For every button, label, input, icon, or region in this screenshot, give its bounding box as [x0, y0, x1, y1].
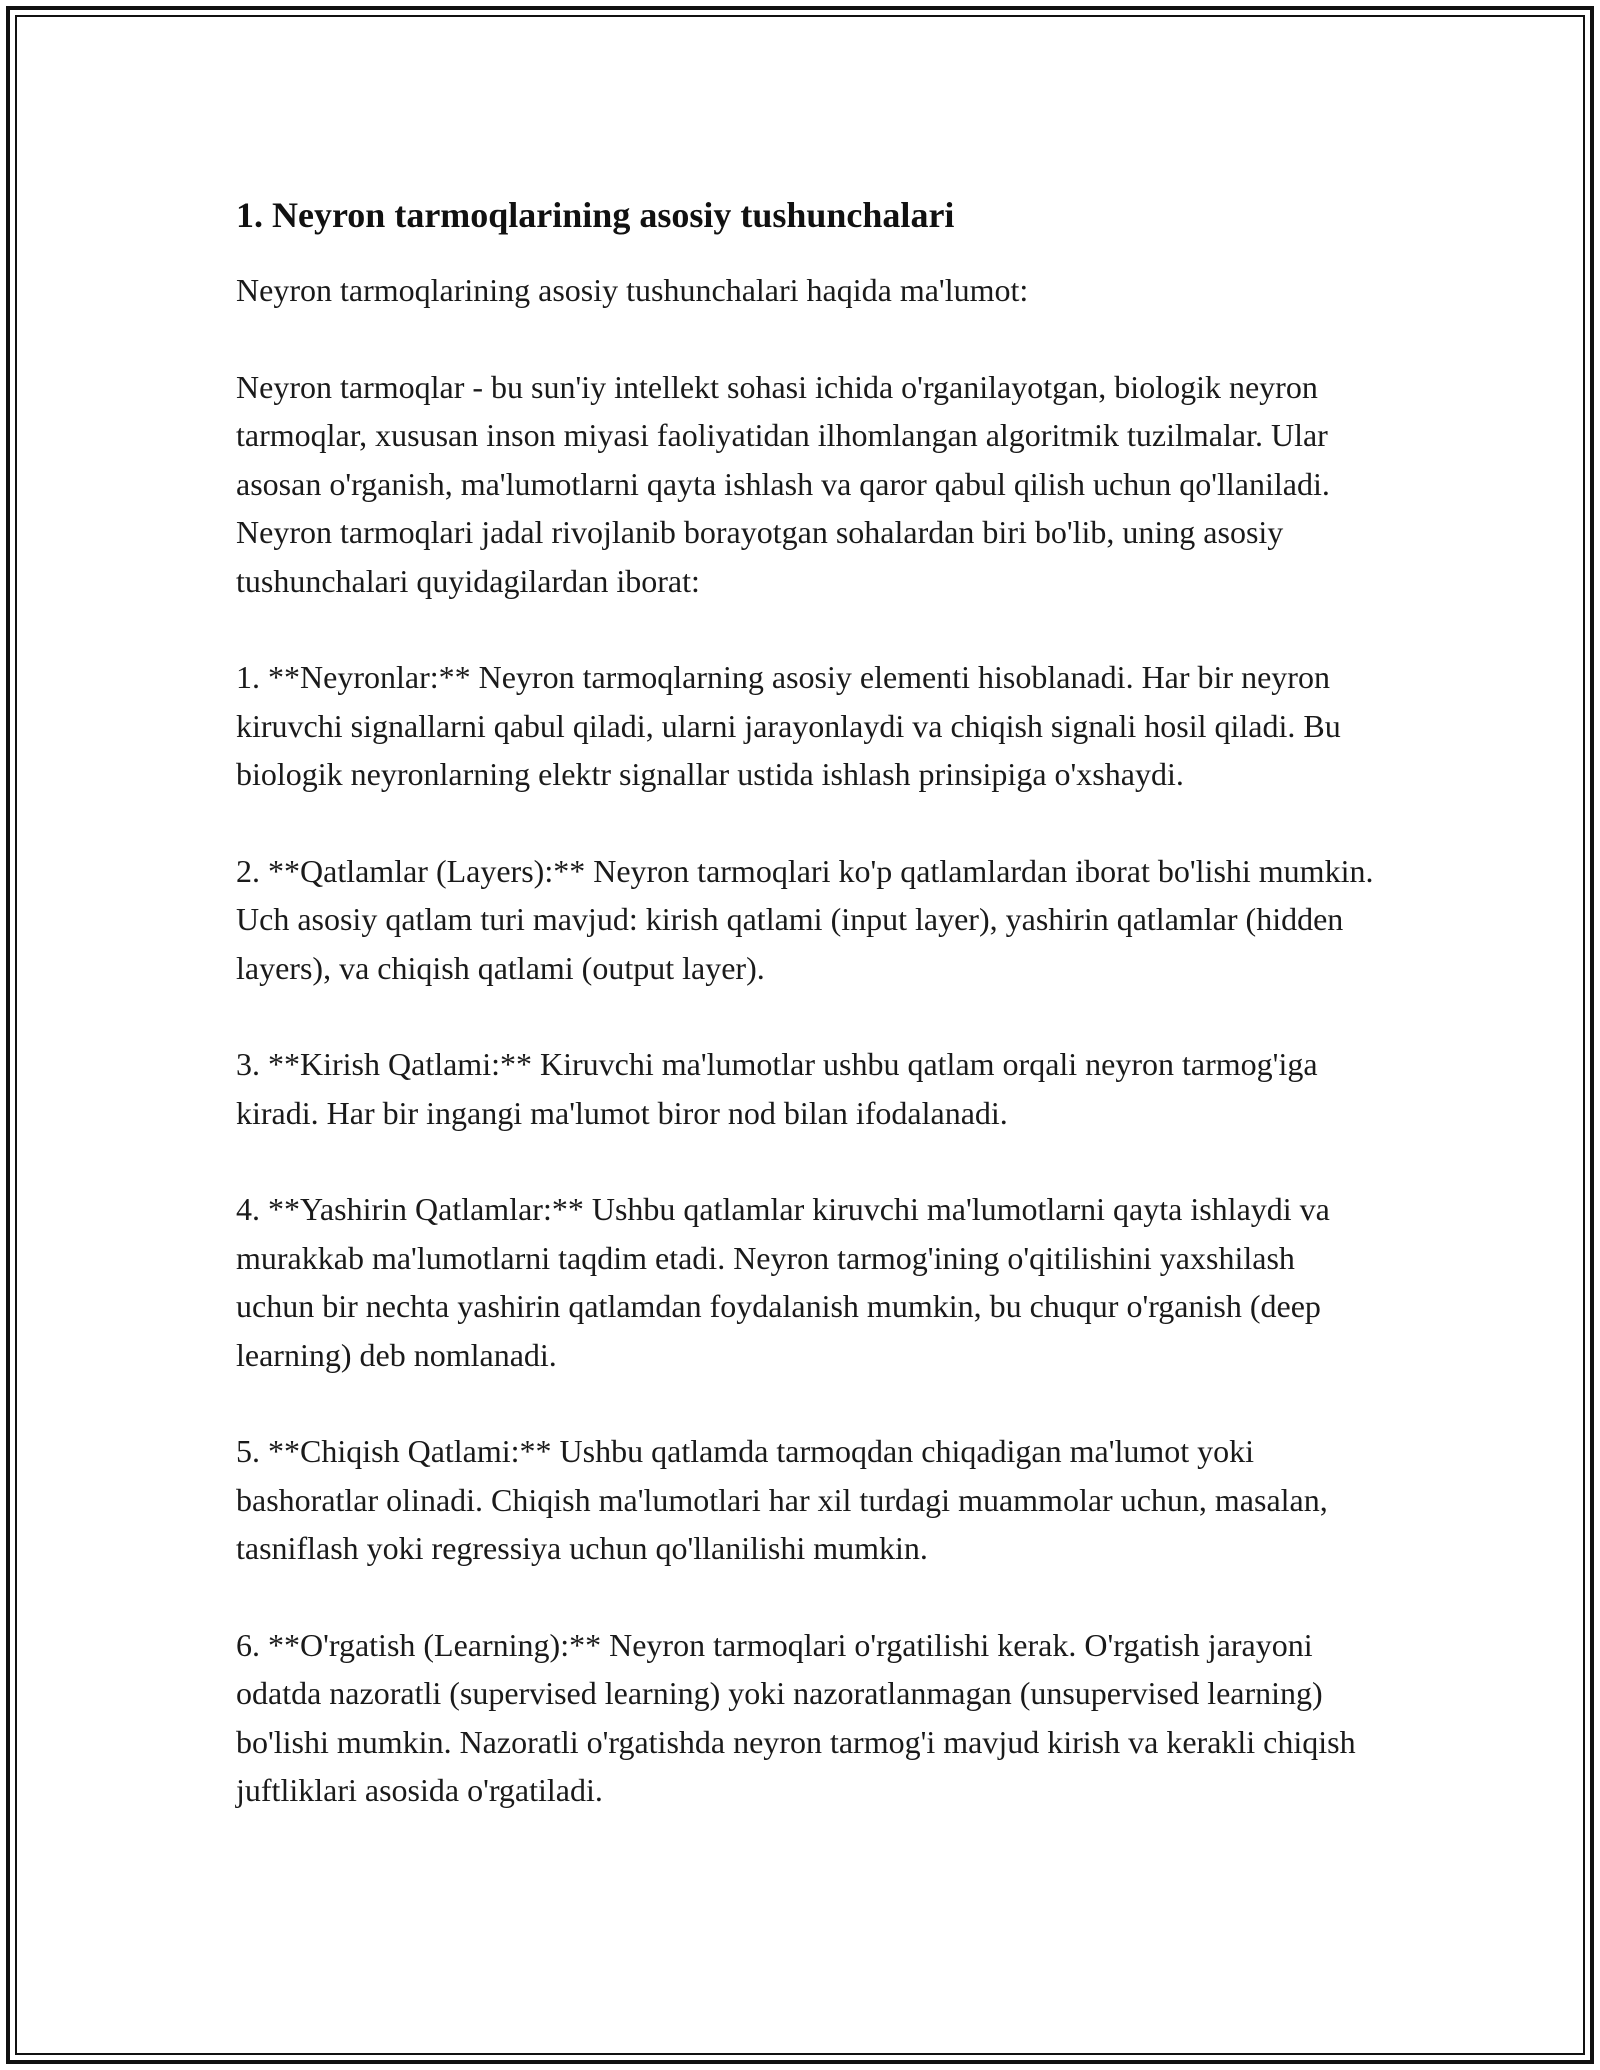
list-item-layers: 2. **Qatlamlar (Layers):** Neyron tarmoqlari ko'p qatlamlardan iborat bo'lishi mumkin. Uch asosiy qatlam turi mavjud: kirish qatlami (input layer), yashirin qatlamlar (hidden layers), va chiqish qatlami (output layer).	[236, 852, 1374, 986]
list-item-neurons: 1. **Neyronlar:** Neyron tarmoqlarning asosiy elementi hisoblanadi. Har bir neyron kiruvchi signallarni qabul qiladi, ularni jarayonlaydi va chiqish signali hosil qiladi. Bu biologik neyronlarning elektr signallar ustida ishlash prinsipiga o'xshaydi.	[236, 659, 1341, 792]
section-heading: 1. Neyron tarmoqlarining asosiy tushunchalari	[236, 195, 955, 235]
list-item-output-layer: 5. **Chiqish Qatlami:** Ushbu qatlamda tarmoqdan chiqadigan ma'lumot yoki bashoratlar olinadi. Chiqish ma'lumotlari har xil turdagi muammolar uchun, masalan, tasniflash yoki regressiya uchun qo'llanilishi mumkin.	[236, 1433, 1328, 1566]
intro-paragraph: Neyron tarmoqlarining asosiy tushunchalari haqida ma'lumot:	[236, 272, 1029, 308]
list-item-input-layer: 3. **Kirish Qatlami:** Kiruvchi ma'lumotlar ushbu qatlam orqali neyron tarmog'iga kiradi. Har bir ingangi ma'lumot biror nod bilan ifodalanadi.	[236, 1046, 1318, 1131]
document-body	[236, 190, 1376, 1863]
list-item-learning: 6. **O'rgatish (Learning):** Neyron tarmoqlari o'rgatilishi kerak. O'rgatish jarayoni odatda nazoratli (supervised learning) yoki nazoratlanmagan (unsupervised learning) bo'lishi mumkin. Nazoratli o'rgatishda neyron tarmog'i mavjud kirish va kerakli chiqish juftliklari asosida o'rgatiladi.	[236, 1626, 1356, 1808]
overview-paragraph: Neyron tarmoqlar - bu sun'iy intellekt sohasi ichida o'rganilayotgan, biologik neyron tarmoqlar, xususan inson miyasi faoliyatidan ilhomlangan algoritmik tuzilmalar. Ular asosan o'rganish, ma'lumotlarni qayta ishlash va qaror qabul qilish uchun qo'llaniladi. Neyron tarmoqlari jadal rivojlanib borayotgan sohalardan biri bo'lib, uning asosiy tushunchalari quyidagilardan iborat:	[236, 368, 1330, 599]
list-item-hidden-layers: 4. **Yashirin Qatlamlar:** Ushbu qatlamlar kiruvchi ma'lumotlarni qayta ishlaydi va murakkab ma'lumotlarni taqdim etadi. Neyron tarmog'ining o'qitilishini yaxshilash uchun bir nechta yashirin qatlamdan foydalanish mumkin, bu chuqur o'rganish (deep learning) deb nomlanadi.	[236, 1191, 1330, 1373]
